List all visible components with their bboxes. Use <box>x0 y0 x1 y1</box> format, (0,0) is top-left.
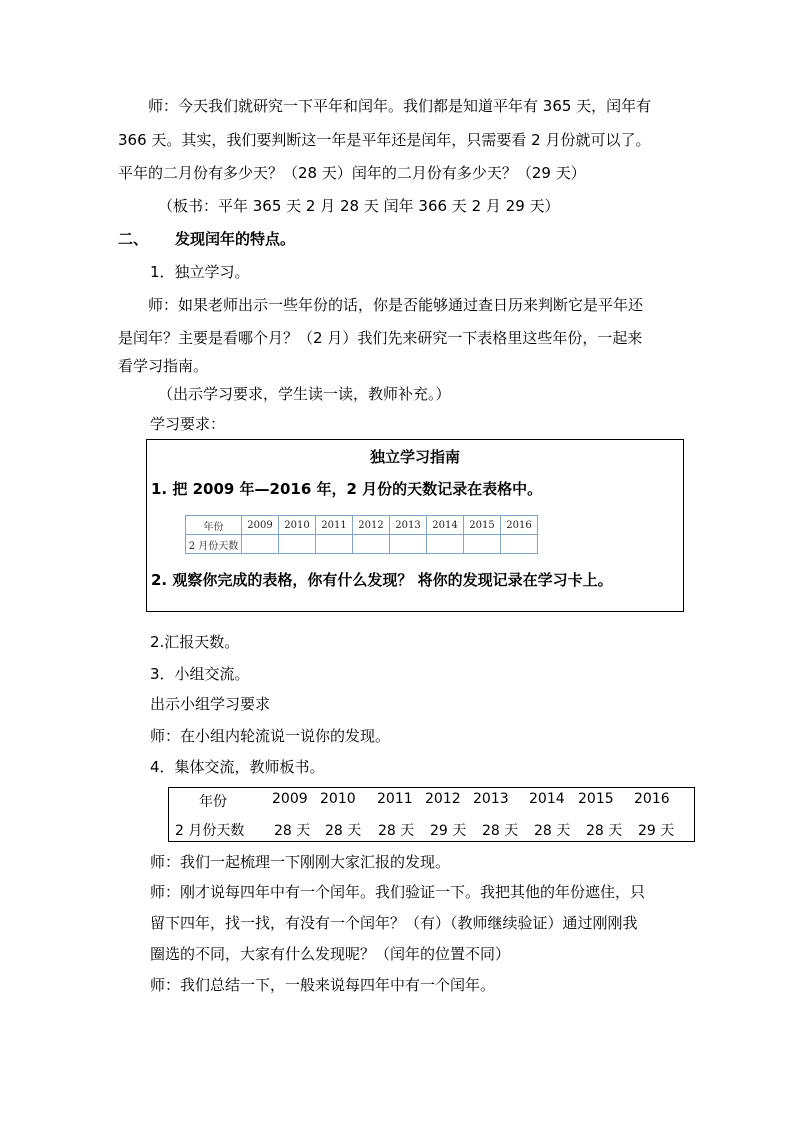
section-number: 二、 <box>118 230 149 248</box>
summary-2-line-2: 留下四年，找一找，有没有一个闰年？（有）（教师继续验证）通过刚刚我 <box>150 914 638 932</box>
intro-line-3: 平年的二月份有多少天？（28 天）闰年的二月份有多少天？（29 天） <box>118 164 586 182</box>
summary-1: 师：我们一起梳理一下刚刚大家汇报的发现。 <box>150 853 451 871</box>
requirements-label: 学习要求： <box>150 415 226 433</box>
table-cell-empty <box>390 535 427 554</box>
board-year: 2009 <box>272 791 308 807</box>
board-year: 2013 <box>473 791 509 807</box>
table-row <box>186 516 538 535</box>
table-cell-year: 2014 <box>427 516 464 535</box>
table-cell-empty <box>464 535 501 554</box>
intro-line-1: 师：今天我们就研究一下平年和闰年。我们都是知道平年有 365 天，闰年有 <box>148 97 652 115</box>
table-cell-year: 2013 <box>390 516 427 535</box>
table-cell-year: 2016 <box>501 516 538 535</box>
board-year: 2011 <box>377 791 413 807</box>
step-4: 4．集体交流，教师板书。 <box>150 758 325 776</box>
board-label-year: 年份 <box>199 794 227 810</box>
table-row <box>186 535 538 554</box>
table-cell-empty <box>316 535 353 554</box>
intro-line-2: 366 天。其实，我们要判断这一年是平年还是闰年，只需要看 2 月份就可以了。 <box>118 131 651 149</box>
step-1: 1．独立学习。 <box>150 263 250 281</box>
table-cell-empty <box>242 535 279 554</box>
board-days: 28 天 <box>378 823 415 839</box>
board-year: 2010 <box>320 791 356 807</box>
blank-record-table <box>185 515 538 554</box>
summary-2-line-3: 圈选的不同，大家有什么发现呢？（闰年的位置不同） <box>150 945 511 963</box>
study-guide-title: 独立学习指南 <box>369 448 460 466</box>
board-table <box>168 787 695 842</box>
step-3: 3．小组交流。 <box>150 665 250 683</box>
table-cell-year: 2015 <box>464 516 501 535</box>
study-guide-box <box>146 439 684 612</box>
table-header-days: 2 月份天数 <box>186 535 242 554</box>
board-year: 2016 <box>634 791 670 807</box>
table-cell-year: 2009 <box>242 516 279 535</box>
guide-item-1: 1. 把 2009 年—2016 年，2 月份的天数记录在表格中。 <box>151 480 543 498</box>
board-days: 28 天 <box>586 823 623 839</box>
table-header-year: 年份 <box>186 516 242 535</box>
board-label-days: 2 月份天数 <box>175 823 245 839</box>
para2-line-1: 师：如果老师出示一些年份的话，你是否能够通过查日历来判断它是平年还 <box>148 296 644 314</box>
section-title: 发现闰年的特点。 <box>175 230 296 248</box>
teacher-group-instruction: 师：在小组内轮流说一说你的发现。 <box>150 727 391 745</box>
show-requirements: （出示学习要求，学生读一读，教师补充。） <box>158 385 451 403</box>
table-cell-empty <box>279 535 316 554</box>
summary-2-line-1: 师：刚才说每四年中有一个闰年。我们验证一下。我把其他的年份遮住，只 <box>150 883 646 901</box>
para2-line-2: 是闰年？主要是看哪个月？（2 月）我们先来研究一下表格里这些年份，一起来 <box>118 329 643 347</box>
board-days: 28 天 <box>482 823 519 839</box>
board-year: 2014 <box>529 791 565 807</box>
guide-item-2: 2. 观察你完成的表格，你有什么发现？ 将你的发现记录在学习卡上。 <box>151 571 613 589</box>
table-cell-empty <box>501 535 538 554</box>
board-days: 28 天 <box>325 823 362 839</box>
board-year: 2012 <box>425 791 461 807</box>
board-days: 29 天 <box>430 823 467 839</box>
step-2: 2.汇报天数。 <box>150 633 240 651</box>
summary-3: 师：我们总结一下，一般来说每四年中有一个闰年。 <box>150 976 496 994</box>
board-days: 28 天 <box>274 823 311 839</box>
table-cell-year: 2011 <box>316 516 353 535</box>
board-days: 29 天 <box>638 823 675 839</box>
para2-line-3: 看学习指南。 <box>118 357 209 375</box>
board-year: 2015 <box>578 791 614 807</box>
board-note: （板书：平年 365 天 2 月 28 天 闰年 366 天 2 月 29 天） <box>158 197 560 215</box>
table-cell-empty <box>353 535 390 554</box>
group-requirements: 出示小组学习要求 <box>150 695 271 713</box>
table-cell-empty <box>427 535 464 554</box>
table-cell-year: 2012 <box>353 516 390 535</box>
board-days: 28 天 <box>534 823 571 839</box>
table-cell-year: 2010 <box>279 516 316 535</box>
